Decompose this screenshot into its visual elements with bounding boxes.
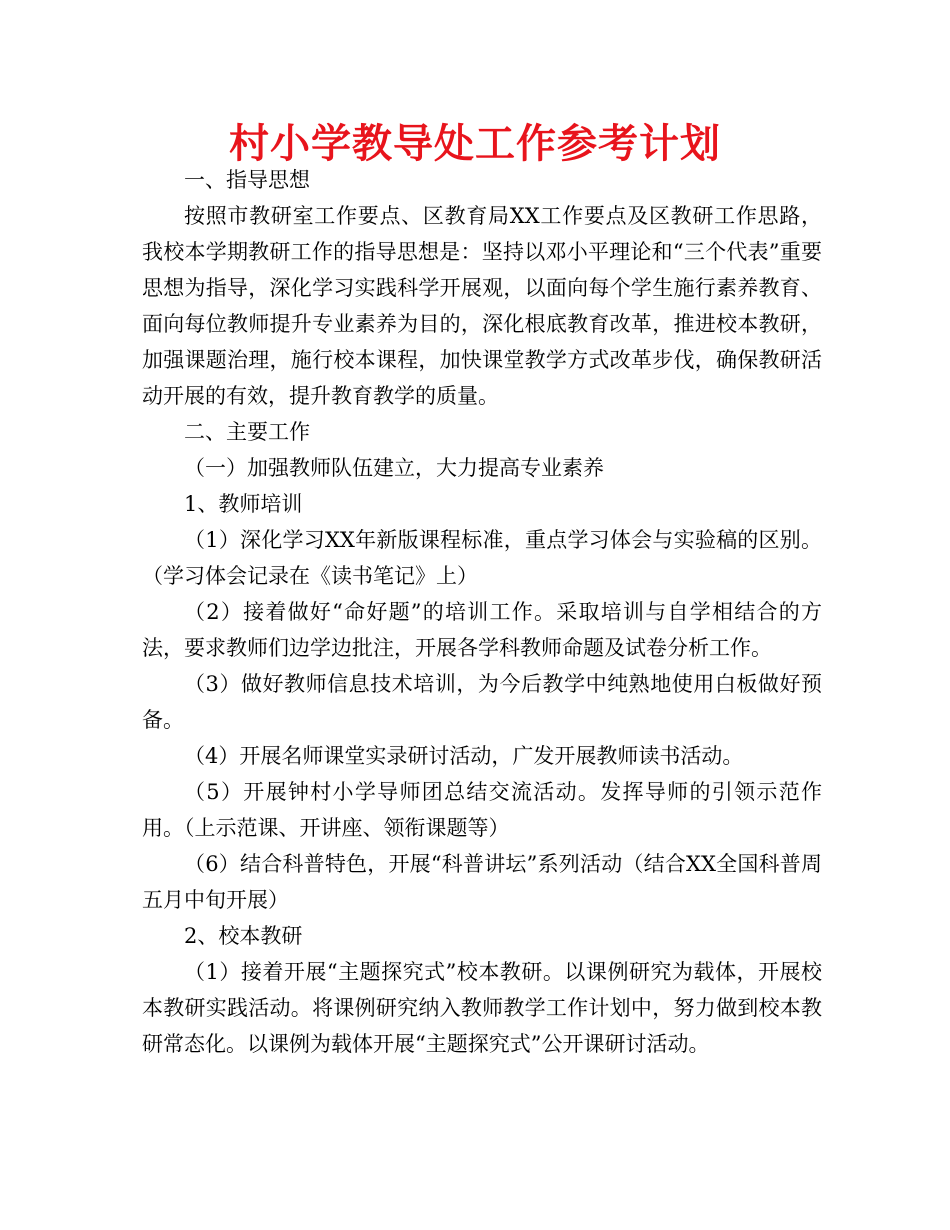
item-heading-school-research: 2、校本教研 bbox=[184, 924, 303, 948]
section-heading-main-work: 二、主要工作 bbox=[184, 420, 310, 444]
list-item: （5）开展钟村小学导师团总结交流活动。发挥导师的引领示范作用。（上示范课、开讲座、领衔课题等） bbox=[142, 780, 822, 840]
list-item: （4）开展名师课堂实录研讨活动，广发开展教师读书活动。 bbox=[184, 744, 744, 768]
list-item: （1）接着开展“主题探究式”校本教研。以课例研究为载体，开展校本教研实践活动。将课例研究纳入教师教学工作计划中，努力做到校本教研常态化。以课例为载体开展“主题探究式”公开课研讨活动。 bbox=[142, 960, 822, 1056]
list-item: （2）接着做好“命好题”的培训工作。采取培训与自学相结合的方法，要求教师们边学边批注，开展各学科教师命题及试卷分析工作。 bbox=[142, 600, 822, 660]
section-heading-guiding-ideology: 一、指导思想 bbox=[184, 168, 310, 192]
list-item: （6）结合科普特色，开展“科普讲坛”系列活动（结合XX全国科普周五月中旬开展） bbox=[142, 852, 822, 912]
document-title: 村小学教导处工作参考计划 bbox=[229, 121, 721, 167]
item-heading-teacher-training: 1、教师培训 bbox=[184, 492, 303, 516]
subsection-heading-teacher-team: （一）加强教师队伍建立，大力提高专业素养 bbox=[184, 456, 604, 480]
list-item: （3）做好教师信息技术培训，为今后教学中纯熟地使用白板做好预备。 bbox=[142, 672, 822, 732]
paragraph-guiding-ideology: 按照市教研室工作要点、区教育局XX工作要点及区教研工作思路，我校本学期教研工作的指导思想是：坚持以邓小平理论和“三个代表”重要思想为指导，深化学习实践科学开展观，以面向每个学生施行素养教育、面向每位教师提升专业素养为目的，深化根底教育改革，推进校本教研，加强课题治理，施行校本课程，加快课堂教学方式改革步伐，确保教研活动开展的有效，提升教育教学的质量。 bbox=[142, 204, 822, 408]
list-item: （1）深化学习XX年新版课程标准，重点学习体会与实验稿的区别。（学习体会记录在《读书笔记》上） bbox=[142, 528, 822, 588]
document-body bbox=[142, 162, 822, 1062]
